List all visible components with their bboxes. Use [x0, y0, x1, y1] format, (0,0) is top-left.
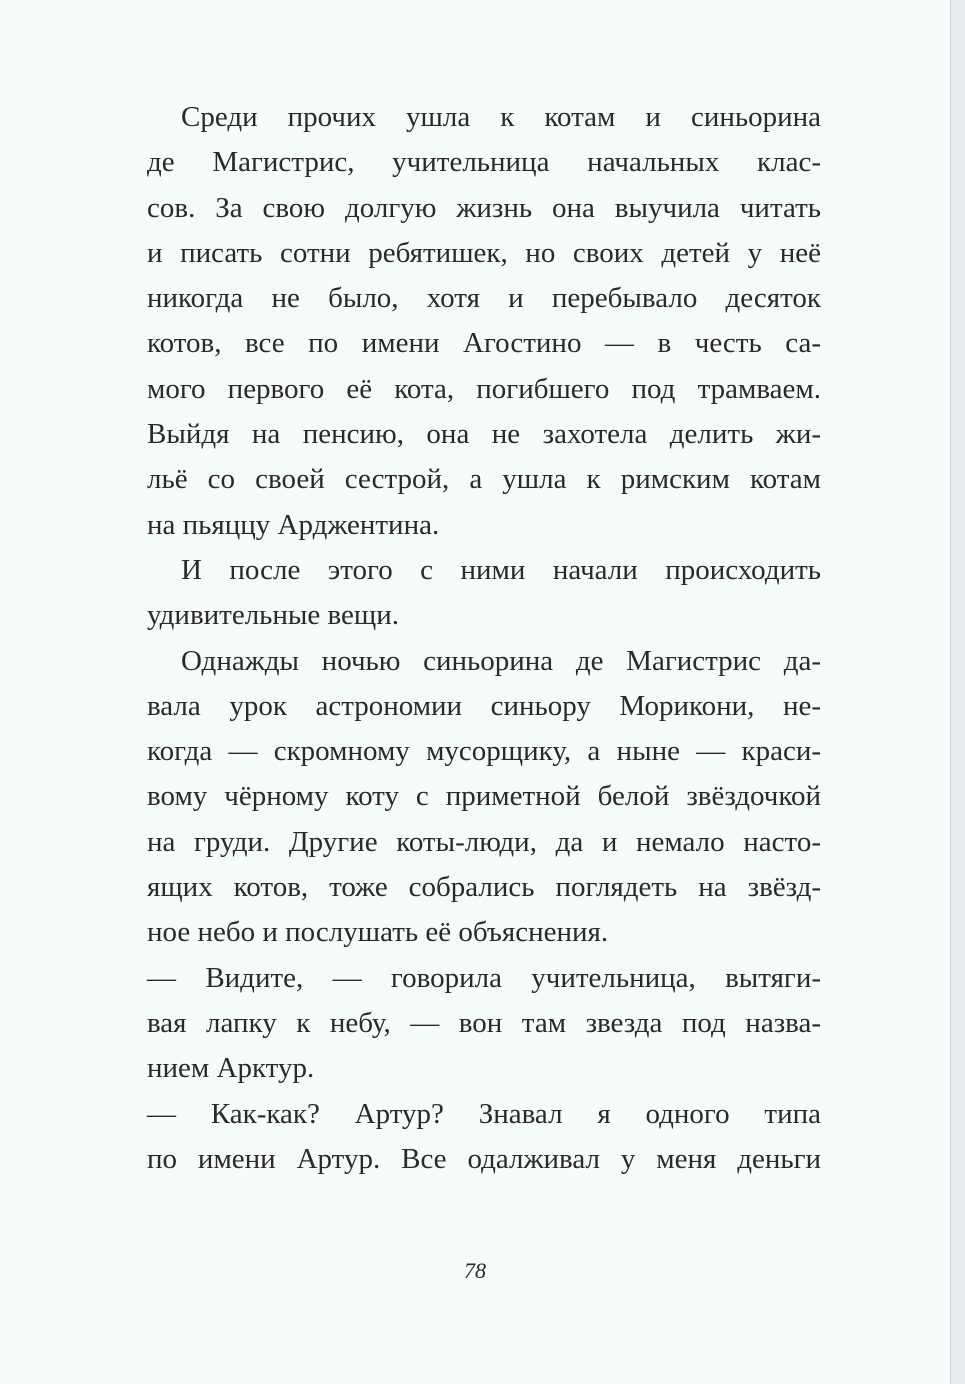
text-line: — Видите, — говорила учительница, вытяги-: [147, 961, 821, 994]
text-line: котов, все по имени Агостино — в честь са-: [147, 327, 821, 360]
text-line: вому чёрному коту с приметной белой звёздочкой: [147, 780, 821, 813]
text-line: сов. За свою долгую жизнь она выучила читать: [147, 191, 821, 224]
text-line: нием Арктур.: [147, 1052, 315, 1085]
text-line: на пьяццу Арджентина.: [147, 508, 440, 541]
text-line: И после этого с ними начали происходить: [181, 553, 821, 586]
text-line: ящих котов, тоже собрались поглядеть на звёзд-: [147, 871, 821, 904]
text-line: Однажды ночью синьорина де Магистрис да-: [181, 644, 821, 677]
text-line: Среди прочих ушла к котам и синьорина: [181, 101, 821, 133]
text-line: удивительные вещи.: [147, 599, 400, 632]
page-number: 78: [464, 1258, 486, 1283]
text-line: льё со своей сестрой, а ушла к римским котам: [147, 463, 821, 496]
text-line: мого первого её кота, погибшего под трамваем.: [147, 372, 821, 405]
text-line: вала урок астрономии синьору Морикони, не-: [147, 689, 821, 722]
page-edge-line: [950, 0, 951, 1384]
body-text: [147, 95, 821, 1182]
text-line: вая лапку к небу, — вон там звезда под назва-: [147, 1006, 821, 1039]
text-line: де Магистрис, учительница начальных клас-: [147, 146, 821, 179]
text-line: никогда не было, хотя и перебывало десяток: [147, 282, 821, 315]
text-line: по имени Артур. Все одалживал у меня деньги: [147, 1142, 821, 1175]
text-line: и писать сотни ребятишек, но своих детей у неё: [147, 236, 821, 269]
text-line: — Как-как? Артур? Знавал я одного типа: [147, 1097, 821, 1130]
text-line: ное небо и послушать её объяснения.: [147, 916, 609, 949]
text-line: на груди. Другие коты-люди, да и немало насто-: [147, 825, 821, 858]
text-line: когда — скромному мусорщику, а ныне — краси-: [147, 735, 821, 768]
page-edge: [950, 0, 965, 1384]
text-line: Выйдя на пенсию, она не захотела делить жи-: [147, 418, 821, 451]
